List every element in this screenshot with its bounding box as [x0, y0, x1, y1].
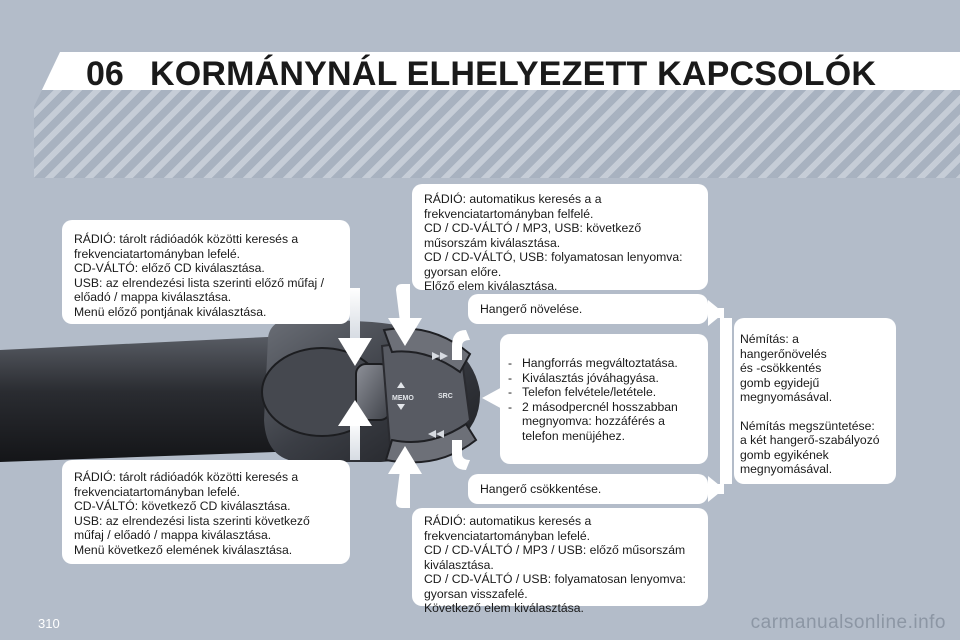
box-wheel-down-text: RÁDIÓ: tárolt rádióadók közötti keresés a frekvenciatartományban lefelé. CD-VÁLTÓ: következő CD kiválasztása. USB: az elrendezési lista szerinti következő műfaj / előadó / mappa kiválasztása. Menü következő elemének kiválasztása.: [74, 470, 310, 557]
page-title: KORMÁNYNÁL ELHELYEZETT KAPCSOLÓK: [150, 55, 877, 93]
box-volume-up-text: Hangerő növelése.: [480, 302, 583, 316]
mute-off-text: Némítás megszüntetése: a két hangerő-szabályozó gomb egyikének megnyomásával.: [740, 418, 880, 476]
mute-bracket: [708, 308, 732, 494]
page-number: 310: [38, 616, 60, 631]
box-volume-down: [468, 474, 708, 504]
box-seek-up: [412, 184, 708, 293]
watermark: carmanualsonline.info: [750, 612, 946, 633]
box-seek-down: [412, 508, 708, 615]
box-src: [500, 334, 708, 464]
box-volume-down-text: Hangerő csökkentése.: [480, 482, 602, 496]
list-item: - Hangforrás megváltoztatása.: [504, 356, 700, 371]
chapter-number: 06: [86, 55, 124, 93]
mute-on-text: Némítás: a hangerőnövelés és -csökkentés gomb egyidejű megnyomásával.: [740, 332, 833, 404]
box-mute: [734, 318, 896, 484]
box-volume-up: [468, 294, 708, 324]
box-seek-up-text: RÁDIÓ: automatikus keresés a a frekvenciatartományban felfelé. CD / CD-VÁLTÓ / MP3, USB: következő műsorszám kiválasztása. CD / CD-VÁLTÓ, USB: folyamatosan lenyomva: gyorsan előre. Előző elem kiválasztása.: [424, 192, 683, 293]
box-wheel-up: [62, 220, 350, 324]
src-label: SRC: [438, 393, 453, 400]
box-wheel-up-text: RÁDIÓ: tárolt rádióadók közötti keresés a frekvenciatartományban lefelé. CD-VÁLTÓ: előző CD kiválasztása. USB: az elrendezési lista szerinti előző műfaj / előadó / mappa kiválasztása. Menü előző pontjának kiválasztása.: [74, 232, 324, 319]
list-item: - Telefon felvétele/letétele.: [504, 385, 700, 400]
list-item: - 2 másodpercnél hosszabban megnyomva: hozzáférés a telefon menüjéhez.: [504, 400, 700, 444]
src-function-list: [504, 356, 700, 443]
list-item: - Kiválasztás jóváhagyása.: [504, 371, 700, 386]
box-seek-down-text: RÁDIÓ: automatikus keresés a frekvenciatartományban lefelé. CD / CD-VÁLTÓ / MP3 / USB: előző műsorszám kiválasztása. CD / CD-VÁLTÓ / USB: folyamatosan lenyomva: gyorsan visszafelé. Következő elem kiválasztása.: [424, 514, 686, 615]
box-wheel-down: [62, 460, 350, 564]
memo-label: MEMO: [392, 395, 414, 402]
